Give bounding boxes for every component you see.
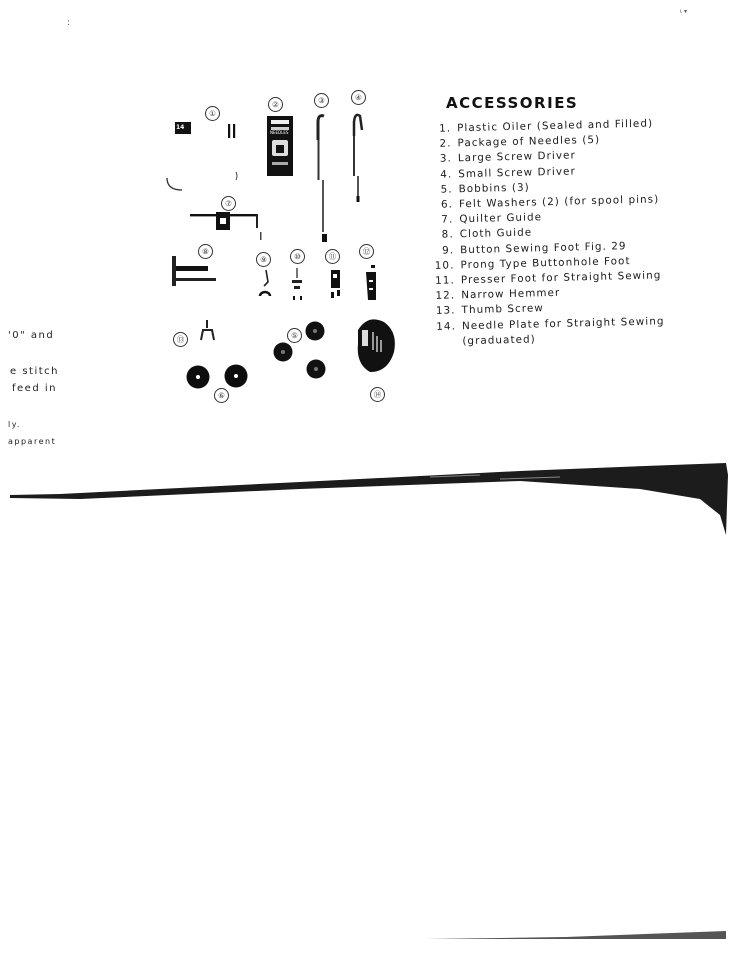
margin-fragment: ly. (8, 420, 21, 429)
callout-1: ① (205, 106, 220, 121)
margin-fragment: '0" and (8, 330, 55, 341)
accessory-item: 9. Button Sewing Foot Fig. 29 (441, 239, 627, 257)
needle-package-illustration (267, 116, 293, 176)
top-mark: : (67, 18, 71, 28)
callout-6: ⑥ (214, 388, 229, 403)
corner-mark: ι ▾ (680, 8, 687, 15)
callout-4: ④ (351, 90, 366, 105)
callout-2: ② (268, 97, 283, 112)
plastic-oiler-illustration (167, 122, 237, 190)
oiler-label: 14 (176, 124, 185, 131)
accessory-item: 1. Plastic Oiler (Sealed and Filled) (438, 117, 654, 135)
scan-edge-shadow (0, 455, 738, 545)
presser-foot-illustration (331, 270, 340, 298)
large-screw-driver-illustration (318, 116, 328, 242)
callout-13: ⑬ (173, 332, 188, 347)
accessory-item: 13. Thumb Screw (435, 302, 544, 318)
button-sewing-foot-illustration (260, 270, 270, 296)
scan-bottom-edge (426, 927, 726, 941)
accessory-item: 5. Bobbins (3) (440, 181, 530, 196)
accessory-item: 4. Small Screw Driver (440, 164, 576, 181)
accessory-item: 14. Needle Plate for Straight Sewing (graduated) (436, 314, 665, 348)
cloth-guide-illustration (172, 256, 216, 286)
accessory-item: 6. Felt Washers (2) (for spool pins) (440, 193, 660, 211)
margin-fragment: e stitch (10, 366, 59, 377)
callout-7: ⑦ (221, 196, 236, 211)
margin-fragment: feed in (12, 383, 57, 394)
accessory-item: 10. Prong Type Buttonhole Foot (434, 254, 631, 272)
accessory-item: 8. Cloth Guide (441, 226, 533, 242)
margin-fragment: apparent (8, 437, 57, 446)
callout-14: ⑭ (370, 387, 385, 402)
accessory-item: 12. Narrow Hemmer (435, 287, 561, 303)
callout-9: ⑨ (256, 252, 271, 267)
needle-pack-label: NEEDLES (270, 130, 289, 135)
callout-8: ⑧ (198, 244, 213, 259)
narrow-hemmer-illustration (366, 265, 376, 300)
callout-3: ③ (314, 93, 329, 108)
accessory-item: 2. Package of Needles (5) (439, 133, 601, 150)
callout-12: ⑫ (359, 244, 374, 259)
accessory-item: 11. Presser Foot for Straight Sewing (435, 269, 662, 287)
small-screw-driver-illustration (353, 115, 362, 202)
accessories-list (427, 116, 665, 350)
buttonhole-foot-illustration (292, 268, 302, 300)
accessories-heading: ACCESSORIES (446, 94, 579, 112)
callout-5: ⑤ (287, 328, 302, 343)
needle-plate-illustration (358, 319, 395, 372)
thumb-screw-illustration (201, 320, 214, 340)
accessory-item: 3. Large Screw Driver (439, 149, 576, 166)
accessory-item: 7. Quilter Guide (441, 211, 543, 226)
felt-washers-illustration (187, 365, 248, 389)
callout-11: ⑪ (325, 249, 340, 264)
quilter-guide-illustration (190, 212, 262, 240)
callout-10: ⑩ (290, 249, 305, 264)
